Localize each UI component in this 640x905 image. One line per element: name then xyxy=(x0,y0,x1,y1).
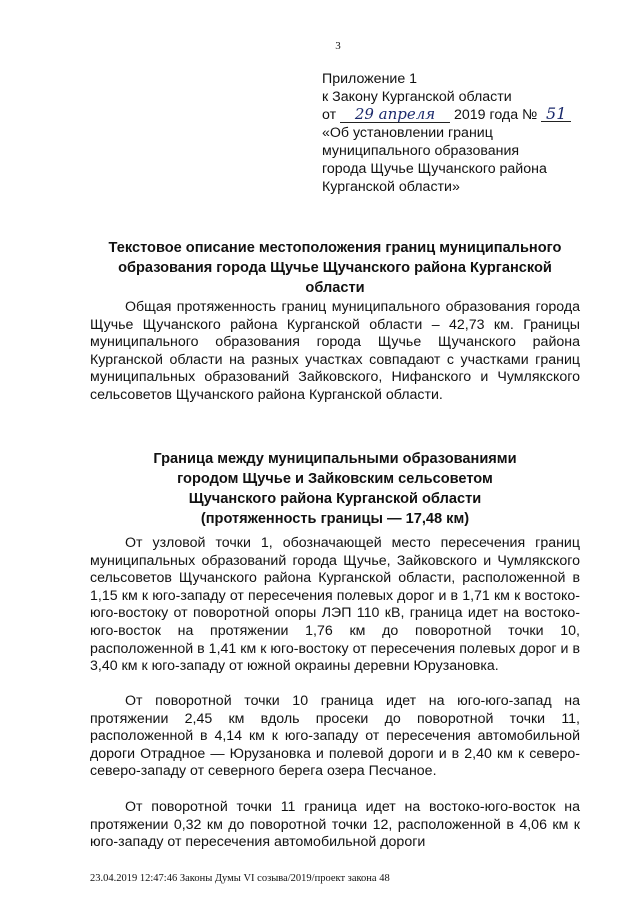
section-title xyxy=(90,449,580,529)
section-title-line-1: Граница между муниципальными образованиями xyxy=(153,451,517,467)
appendix-line-1: Приложение 1 xyxy=(322,71,418,87)
paragraph-2: От поворотной точки 10 граница идет на юго-юго-запад на протяжении 2,45 км вдоль просеки до поворотной точки 11, расположенной в 4,14 км к юго-западу от пересечения автомобильной дороги Отрадное — Юрузановка и полевой дороги и в 2,40 км к северо-северо-западу от северного берега озера Песчаное. xyxy=(90,693,580,780)
document-title: Текстовое описание местоположения границ муниципального образования города Щучье Щучанского района Курганской области xyxy=(108,240,562,296)
paragraph-3: От поворотной точки 11 граница идет на востоко-юго-восток на протяжении 0,32 км до поворотной точки 12, расположенной в 4,06 км к юго-западу от пересечения автомобильной дороги xyxy=(90,799,580,851)
paragraph-1: От узловой точки 1, обозначающей место пересечения границ муниципальных образований города Щучье, Зайковского и Чумлякского сельсоветов Щучанского района Курганской области, расположенной в 1,15 км к юго-западу от пересечения полевых дорог и в 1,71 км к востоко-юго-востоку от поворотной опоры ЛЭП 110 кВ, граница идет на востоко-юго-восток на протяжении 1,76 км до поворотной точки 10, расположенной в 1,41 км к юго-востоку от пересечения полевых дорог и в 3,40 км к юго-западу от южной окраины деревни Юрузановка. xyxy=(90,535,580,675)
footer-metadata: 23.04.2019 12:47:46 Законы Думы VI созыва/2019/проект закона 48 xyxy=(90,873,390,884)
page-number: 3 xyxy=(335,40,341,52)
appendix-line-5: муниципального образования xyxy=(322,143,520,159)
section-title-line-2: городом Щучье и Зайковским сельсоветом xyxy=(177,471,493,487)
appendix-line-3 xyxy=(322,106,622,124)
appendix-line-2: к Закону Курганской области xyxy=(322,89,512,105)
section-title-line-3: Щучанского района Курганской области xyxy=(188,491,482,507)
intro-paragraph: Общая протяженность границ муниципального образования города Щучье Щучанского района Курганской области – 42,73 км. Границы муниципального образования города Щучье Щучанского района Курганской области на разных участках совпадают с участками границ муниципальных образований Зайковского, Нифанского и Чумлякского сельсоветов Щучанского района Курганской области. xyxy=(90,299,580,403)
section-title-line-4: (протяженность границы — 17,48 км) xyxy=(200,511,470,527)
appendix-from: от xyxy=(322,107,337,123)
appendix-line-7: Курганской области» xyxy=(322,179,460,195)
appendix-year: 2019 года № xyxy=(453,107,538,123)
appendix-line-4: «Об установлении границ xyxy=(322,125,493,141)
handwritten-date: 29 апреля xyxy=(340,107,450,123)
handwritten-law-number: 51 xyxy=(541,106,571,122)
appendix-line-6: города Щучье Щучанского района xyxy=(322,161,547,177)
appendix-header xyxy=(322,70,622,196)
